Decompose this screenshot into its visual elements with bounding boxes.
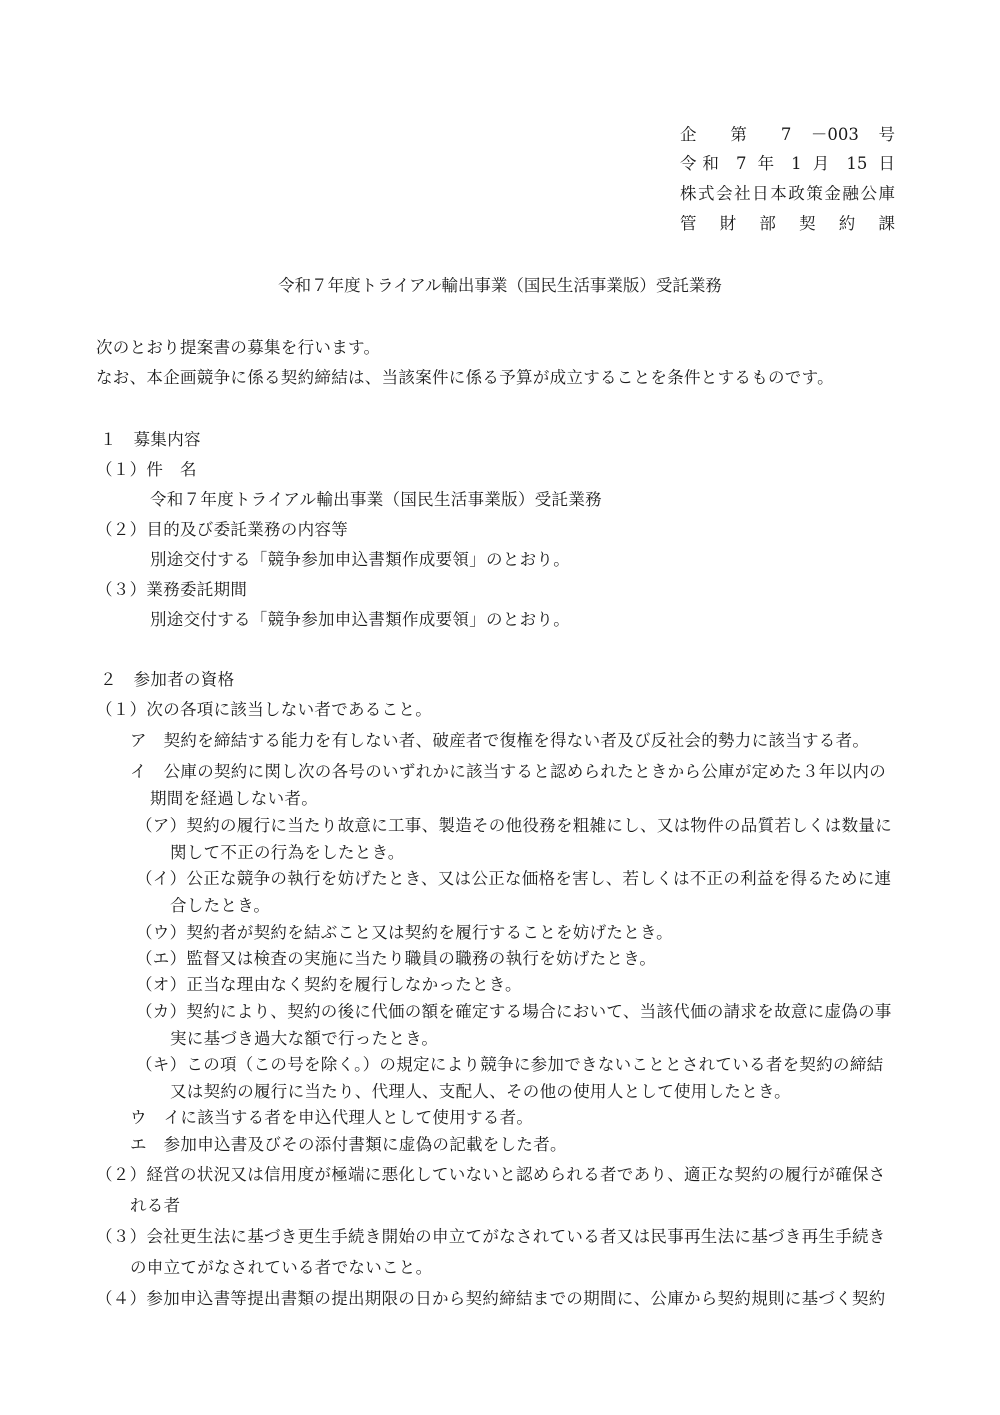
- qualification-line: 関して不正の行為をしたとき。: [170, 843, 405, 862]
- qualification-line: 実に基づき過大な額で行ったとき。: [170, 1029, 439, 1048]
- qualification-line: 合したとき。: [170, 896, 271, 915]
- qualification-line: （２）経営の状況又は信用度が極端に悪化していないと認められる者であり、適正な契約の履行が確保さ: [96, 1165, 886, 1184]
- item-2-label: （２）目的及び委託業務の内容等: [96, 520, 348, 539]
- item-1-text: 令和７年度トライアル輸出事業（国民生活事業版）受託業務: [150, 490, 602, 509]
- qualification-line: エ 参加申込書及びその添付書類に虚偽の記載をした者。: [130, 1135, 567, 1154]
- issuing-organization: 株式会社日本政策金融公庫: [680, 184, 895, 203]
- document-title: 令和７年度トライアル輸出事業（国民生活事業版）受託業務: [278, 276, 722, 295]
- qualification-line: （イ）公正な競争の執行を妨げたとき、又は公正な価格を害し、若しくは不正の利益を得るために連: [136, 869, 892, 888]
- item-3-label: （３）業務委託期間: [96, 580, 248, 599]
- intro-line-1: 次のとおり提案書の募集を行います。: [96, 338, 381, 357]
- intro-line-2: なお、本企画競争に係る契約締結は、当該案件に係る予算が成立することを条件とするものです。: [96, 368, 834, 387]
- qualification-line: （ウ）契約者が契約を結ぶこと又は契約を履行することを妨げたとき。: [136, 923, 673, 942]
- qualification-line: （ア）契約の履行に当たり故意に工事、製造その他役務を粗雑にし、又は物件の品質若しくは数量に: [136, 816, 892, 835]
- qualification-line: れる者: [130, 1196, 181, 1215]
- qualification-line: （カ）契約により、契約の後に代価の額を確定する場合において、当該代価の請求を故意に虚偽の事: [136, 1002, 892, 1021]
- item-2-text: 別途交付する「競争参加申込書類作成要領」のとおり。: [150, 550, 570, 569]
- section-1-heading: １ 募集内容: [100, 430, 201, 449]
- qualification-line: （オ）正当な理由なく契約を履行しなかったとき。: [136, 975, 522, 994]
- qualification-line: ウ イに該当する者を申込代理人として使用する者。: [130, 1108, 534, 1127]
- item-3-text: 別途交付する「競争参加申込書類作成要領」のとおり。: [150, 610, 570, 629]
- qualification-line: （３）会社更生法に基づき更生手続き開始の申立てがなされている者又は民事再生法に基づき再生手続き: [96, 1227, 886, 1246]
- qualification-line: イ 公庫の契約に関し次の各号のいずれかに該当すると認められたときから公庫が定めた３年以内の: [130, 762, 886, 781]
- qualification-line: （エ）監督又は検査の実施に当たり職員の職務の執行を妨げたとき。: [136, 949, 657, 968]
- qualification-line: （キ）この項（この号を除く。）の規定により競争に参加できないこととされている者を契約の締結: [136, 1055, 884, 1074]
- qualification-line: ア 契約を締結する能力を有しない者、破産者で復権を得ない者及び反社会的勢力に該当する者。: [130, 731, 870, 750]
- qualification-line: の申立てがなされている者でないこと。: [130, 1258, 433, 1277]
- qualification-line: 期間を経過しない者。: [150, 789, 318, 808]
- item-1-label: （１）件 名: [96, 460, 197, 479]
- qualification-line: 又は契約の履行に当たり、代理人、支配人、その他の使用人として使用したとき。: [170, 1082, 791, 1101]
- issuing-department: 管 財 部 契 約 課: [680, 214, 895, 233]
- issue-date: 令和 7 年 1 月 15 日: [680, 154, 895, 173]
- document-number: 企 第 7 －003 号: [680, 125, 895, 144]
- section-2-heading: ２ 参加者の資格: [100, 670, 235, 689]
- qualification-line: （１）次の各項に該当しない者であること。: [96, 700, 432, 719]
- qualification-line: （４）参加申込書等提出書類の提出期限の日から契約締結までの期間に、公庫から契約規則に基づく契約: [96, 1289, 886, 1308]
